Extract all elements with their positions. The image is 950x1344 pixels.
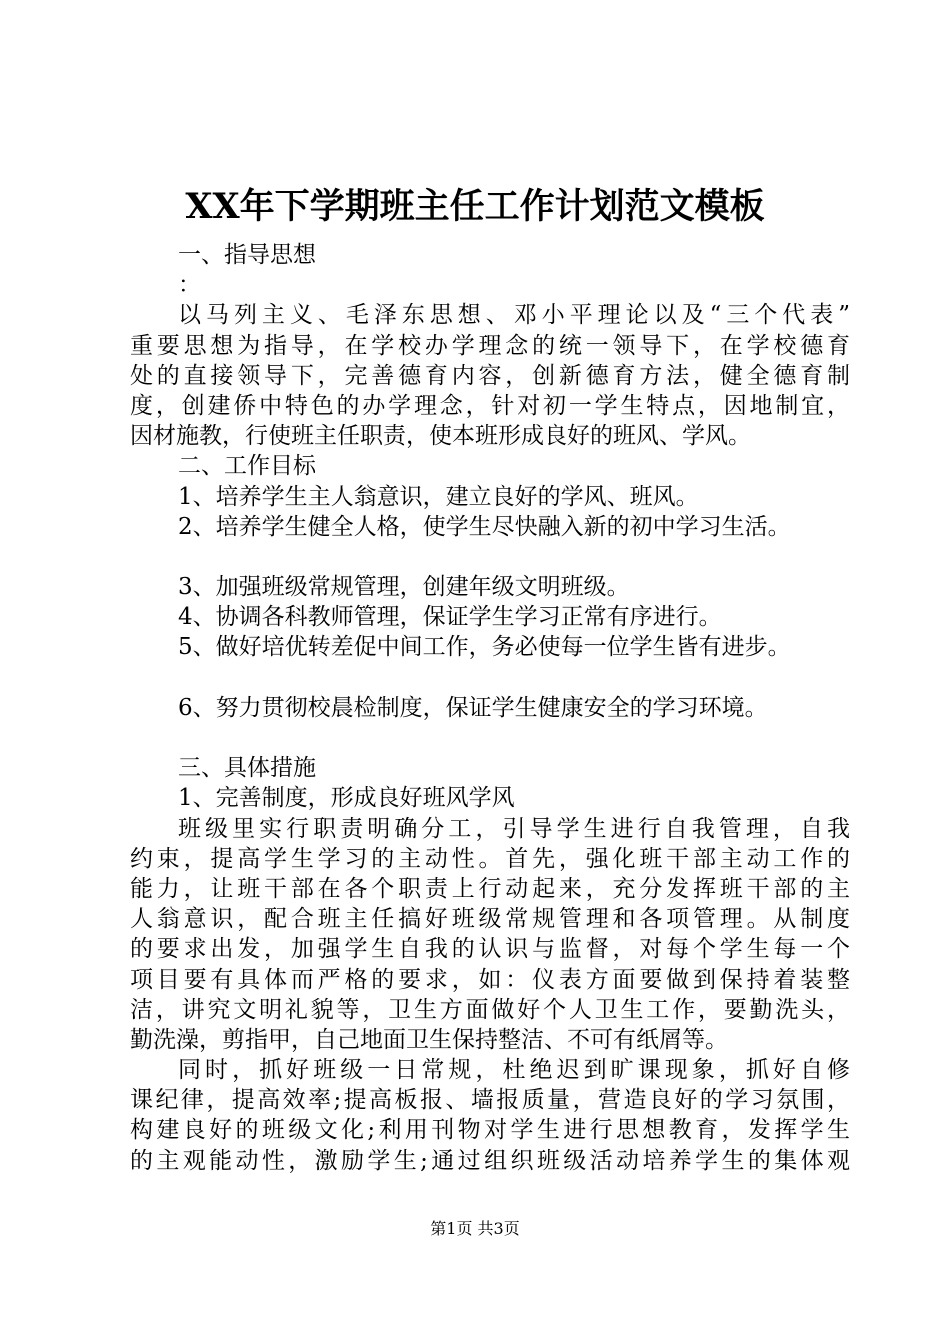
paragraph-line: 人翁意识，配合班主任搞好班级常规管理和各项管理。从制度 — [130, 906, 850, 933]
blank-line — [130, 663, 850, 693]
paragraph-line: 度，创建侨中特色的办学理念，针对初一学生特点，因地制宜， — [130, 392, 850, 419]
paragraph-line: 重要思想为指导，在学校办学理念的统一领导下，在学校德育 — [130, 332, 850, 359]
blank-line — [130, 542, 850, 572]
paragraph-line: 勤洗澡，剪指甲，自己地面卫生保持整洁、不可有纸屑等。 — [130, 1026, 728, 1053]
paragraph-line: 洁，讲究文明礼貌等，卫生方面做好个人卫生工作，要勤洗头， — [130, 996, 850, 1023]
list-item: 5、做好培优转差促中间工作，务必使每一位学生皆有进步。 — [178, 634, 791, 661]
paragraph-line: 能力，让班干部在各个职责上行动起来，充分发挥班干部的主 — [130, 875, 850, 902]
paragraph-line: 构建良好的班级文化;利用刊物对学生进行思想教育，发挥学生 — [130, 1117, 850, 1144]
paragraph-line: 课纪律，提高效率;提高板报、墙报质量，营造良好的学习氛围， — [130, 1087, 850, 1114]
paragraph-line: 的要求出发，加强学生自我的认识与监督，对每个学生每一个 — [130, 936, 850, 963]
list-item: 2、培养学生健全人格，使学生尽快融入新的初中学习生活。 — [178, 513, 791, 540]
paragraph-line: 以马列主义、毛泽东思想、邓小平理论以及“三个代表” — [178, 302, 850, 329]
paragraph-line: 的主观能动性，激励学生;通过组织班级活动培养学生的集体观 — [130, 1147, 850, 1174]
blank-line — [130, 723, 850, 753]
text-line: ： — [178, 272, 201, 299]
document-body — [130, 240, 850, 1176]
list-item: 3、加强班级常规管理，创建年级文明班级。 — [178, 574, 630, 601]
section-heading: 一、指导思想 — [178, 242, 316, 268]
list-item: 1、培养学生主人翁意识，建立良好的学风、班风。 — [178, 483, 699, 510]
paragraph-line: 项目要有具体而严格的要求，如：仪表方面要做到保持着装整 — [130, 966, 850, 993]
subsection-heading: 1、完善制度，形成良好班风学风 — [178, 785, 515, 812]
paragraph-line: 约束，提高学生学习的主动性。首先，强化班干部主动工作的 — [130, 845, 850, 872]
section-heading: 三、具体措施 — [178, 755, 316, 782]
paragraph-line: 班级里实行职责明确分工，引导学生进行自我管理，自我 — [178, 815, 850, 842]
list-item: 6、努力贯彻校晨检制度，保证学生健康安全的学习环境。 — [178, 694, 768, 721]
paragraph-line: 同时，抓好班级一日常规，杜绝迟到旷课现象，抓好自修 — [178, 1057, 850, 1084]
document-title: XX年下学期班主任工作计划范文模板 — [185, 186, 765, 227]
page-footer: 第1页 共3页 — [430, 1219, 520, 1238]
paragraph-line: 因材施教，行使班主任职责，使本班形成良好的班风、学风。 — [130, 423, 751, 450]
section-heading: 二、工作目标 — [178, 453, 316, 480]
paragraph-line: 处的直接领导下，完善德育内容，创新德育方法，健全德育制 — [130, 362, 850, 389]
list-item: 4、协调各科教师管理，保证学生学习正常有序进行。 — [178, 604, 722, 631]
